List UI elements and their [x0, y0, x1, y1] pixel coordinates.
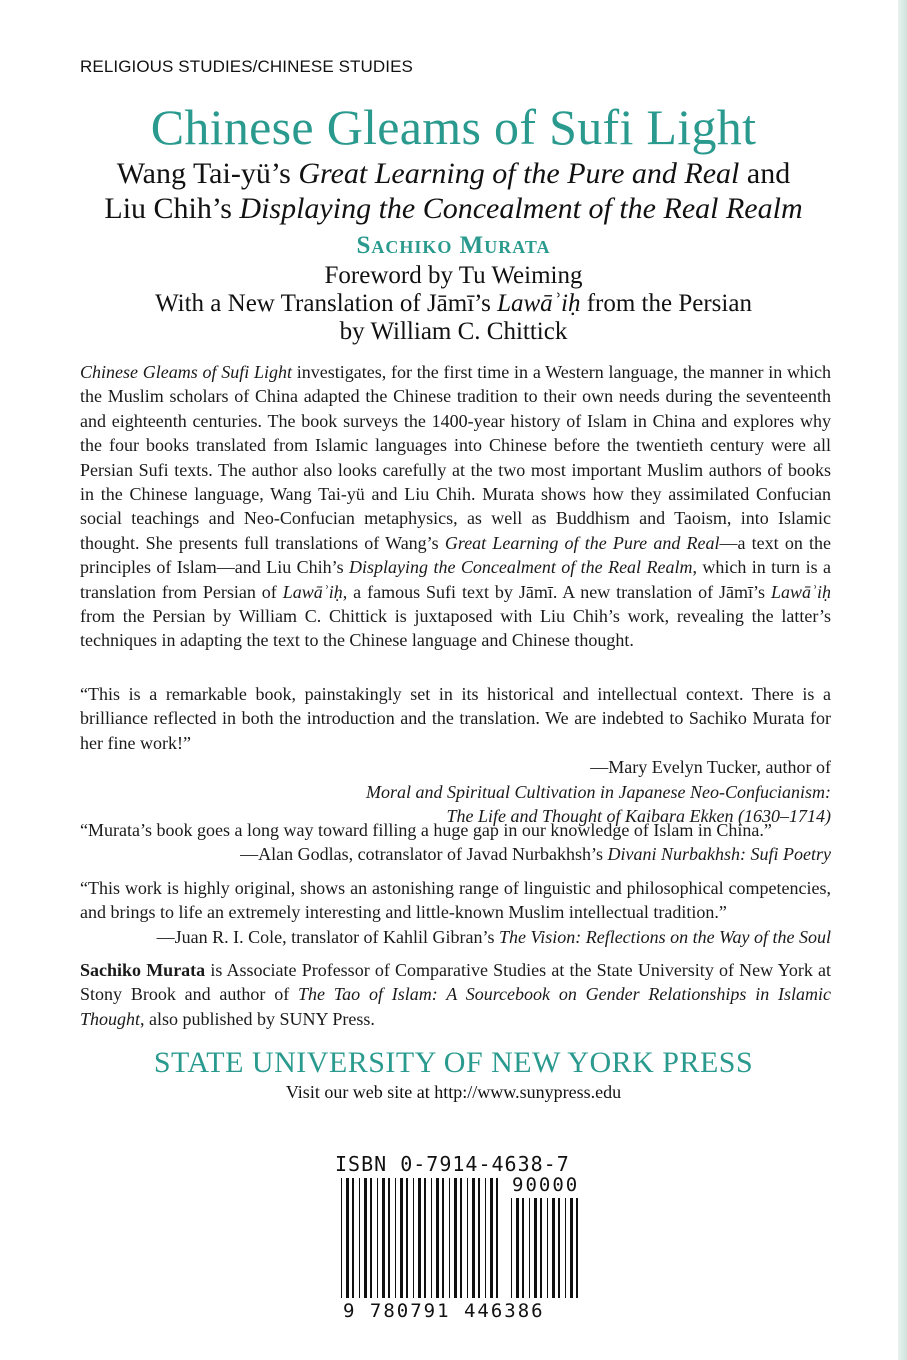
quote-2-work: Divani Nurbakhsh: Sufi Poetry: [607, 844, 831, 865]
barcode-bar: [442, 1178, 444, 1298]
blurb-text-1: investigates, for the first time in a Western language, the manner in which the Muslim scholars of China adapted the Chinese tradition to their own needs during the seventeenth and eighteenth centuries. The book surveys the 1400-year history of Islam in China and explores why the four books translated from Islamic languages into Chinese before the twentieth century were all Persian Sufi texts. The author also looks carefully at the two most important Muslim authors of books in the Chinese language, Wang Tai-yü and Liu Chih. Murata shows how they assimilated Confucian social teachings and Neo-Confucian metaphysics, as well as Buddhism and Taoism, into Islamic thought. She presents full translations of Wang’s: [80, 362, 832, 553]
barcode-bar: [382, 1178, 385, 1298]
quote-3-attribution-line: [80, 925, 831, 949]
subtitle-2-pre: Liu Chih’s: [104, 192, 240, 225]
barcode-bar: [431, 1178, 432, 1298]
translation-work: Lawāʾiḥ: [497, 290, 581, 317]
barcode-bar: [449, 1178, 450, 1298]
subtitle-1-work: Great Learning of the Pure and Real: [298, 157, 740, 190]
barcode-bar: [400, 1178, 403, 1298]
author-name: Sachiko Murata: [356, 232, 551, 259]
bio-text-2: , also published by SUNY Press.: [140, 1008, 375, 1029]
subtitle-line-2: [0, 192, 907, 225]
book-description: [80, 360, 831, 653]
barcode-bar: [364, 1178, 367, 1298]
barcode-bar: [529, 1198, 530, 1298]
ean-barcode: [341, 1178, 498, 1298]
barcode-bar: [346, 1178, 349, 1298]
barcode-bar: [406, 1178, 408, 1298]
blurb-work-1: Great Learning of the Pure and Real: [444, 532, 720, 553]
subtitle-1-post: and: [739, 157, 791, 190]
quote-3-attribution: —Juan R. I. Cole, translator of Kahlil Gibran’s: [156, 926, 500, 947]
barcode-bar: [341, 1178, 342, 1298]
barcode-bar: [472, 1178, 475, 1298]
barcode-bar: [418, 1178, 421, 1298]
blurb-work-2: Displaying the Concealment of the Real Realm: [349, 557, 693, 578]
barcode-bar: [496, 1178, 498, 1298]
subtitle-line-1: [0, 157, 907, 190]
blurb-text-5: from the Persian by William C. Chittick is juxtaposed with Liu Chih’s work, revealing the latter’s techniques in adapting the text to the Chinese language and Chinese thought.: [80, 606, 831, 651]
barcode-bar: [576, 1198, 578, 1298]
barcode-graphic: [335, 1178, 585, 1300]
barcode-bar: [413, 1178, 414, 1298]
book-title: Chinese Gleams of Sufi Light: [150, 99, 757, 155]
barcode-bar: [552, 1198, 555, 1298]
barcode-bar: [352, 1178, 354, 1298]
isbn-label: ISBN 0-7914-4638-7: [335, 1152, 570, 1176]
barcode-bar: [395, 1178, 396, 1298]
quote-2-attribution-line: [80, 842, 831, 866]
barcode-bar: [522, 1198, 524, 1298]
bio-text-1: is Associate Professor of Comparative Studies at the State University of New York at Stony Brook and author of: [80, 960, 831, 1005]
blurb-work-3: Lawāʾiḥ: [282, 581, 343, 602]
translation-pre: With a New Translation of Jāmī’s: [155, 290, 498, 317]
quote-1-text: “This is a remarkable book, painstakingly set in its historical and intellectual context. There is a brilliance reflected in both the introduction and the translation. We are indebted to Sachiko Murata for her fine work!”: [80, 684, 831, 753]
quote-3-work: The Vision: Reflections on the Way of the Soul: [499, 926, 831, 947]
review-quote-3: [80, 876, 831, 949]
series-label: RELIGIOUS STUDIES/CHINESE STUDIES: [80, 57, 413, 76]
barcode-bar: [511, 1198, 512, 1298]
blurb-text-3: , which in turn is a translation from Persian of: [80, 557, 832, 602]
barcode-bar: [370, 1178, 372, 1298]
addon-barcode: [511, 1198, 578, 1298]
publisher-website: Visit our web site at http://www.sunypress.edu: [285, 1082, 622, 1102]
quote-1-work-line-1: Moral and Spiritual Cultivation in Japanese Neo-Confucianism:: [366, 781, 831, 802]
barcode-bar: [558, 1198, 560, 1298]
subtitle-2-work: Displaying the Concealment of the Real Realm: [239, 192, 803, 225]
translation-credit: [0, 290, 907, 318]
quote-2-text: “Murata’s book goes a long way toward filling a huge gap in our knowledge of Islam in China.”: [80, 820, 772, 840]
review-quote-1: [80, 682, 831, 828]
barcode-bar: [478, 1178, 480, 1298]
publisher-name: STATE UNIVERSITY OF NEW YORK PRESS: [153, 1046, 754, 1079]
bio-book: The Tao of Islam: A Sourcebook on Gender Relationships in Islamic Thought: [80, 984, 831, 1029]
quote-3-text: “This work is highly original, shows an astonishing range of linguistic and philosophical competencies, and brings to life an extremely interesting and little-known Muslim intellectual tradition.”: [80, 878, 831, 923]
barcode-bar: [540, 1198, 542, 1298]
bio-name: Sachiko Murata: [80, 960, 206, 980]
foreword-credit: Foreword by Tu Weiming: [324, 262, 583, 289]
quote-1-work-line-2: The Life and Thought of Kaibara Ekken (1630–1714): [446, 806, 831, 827]
review-quote-2: [80, 818, 831, 867]
blurb-title: Chinese Gleams of Sufi Light: [80, 362, 293, 382]
translation-post: from the Persian: [580, 290, 752, 317]
barcode-bar: [424, 1178, 426, 1298]
barcode-bar: [454, 1178, 457, 1298]
barcode-bar: [467, 1178, 468, 1298]
barcode-bar: [377, 1178, 378, 1298]
barcode-bar: [388, 1178, 390, 1298]
barcode-bar: [534, 1198, 537, 1298]
translator-credit: by William C. Chittick: [339, 318, 568, 345]
barcode-number: 9 780791 446386: [343, 1300, 545, 1322]
quote-1-attribution: —Mary Evelyn Tucker, author of: [590, 757, 831, 778]
barcode-bar: [516, 1198, 519, 1298]
barcode-bar: [485, 1178, 486, 1298]
price-code: 90000: [512, 1174, 580, 1196]
blurb-work-4: Lawāʾiḥ: [770, 581, 831, 602]
barcode-bar: [570, 1198, 573, 1298]
barcode-bar: [565, 1198, 566, 1298]
subtitle-1-pre: Wang Tai-yü’s: [116, 157, 299, 190]
barcode-bar: [490, 1178, 493, 1298]
quote-2-attribution: —Alan Godlas, cotranslator of Javad Nurbakhsh’s: [240, 844, 608, 865]
barcode-bar: [460, 1178, 462, 1298]
barcode-bar: [547, 1198, 548, 1298]
author-bio: [80, 958, 831, 1031]
barcode-bar: [359, 1178, 360, 1298]
blurb-text-4: , a famous Sufi text by Jāmī. A new translation of Jāmī’s: [342, 581, 771, 602]
barcode-bar: [436, 1178, 439, 1298]
blurb-text-2: —a text on the principles of Islam—and Liu Chih’s: [80, 532, 831, 578]
